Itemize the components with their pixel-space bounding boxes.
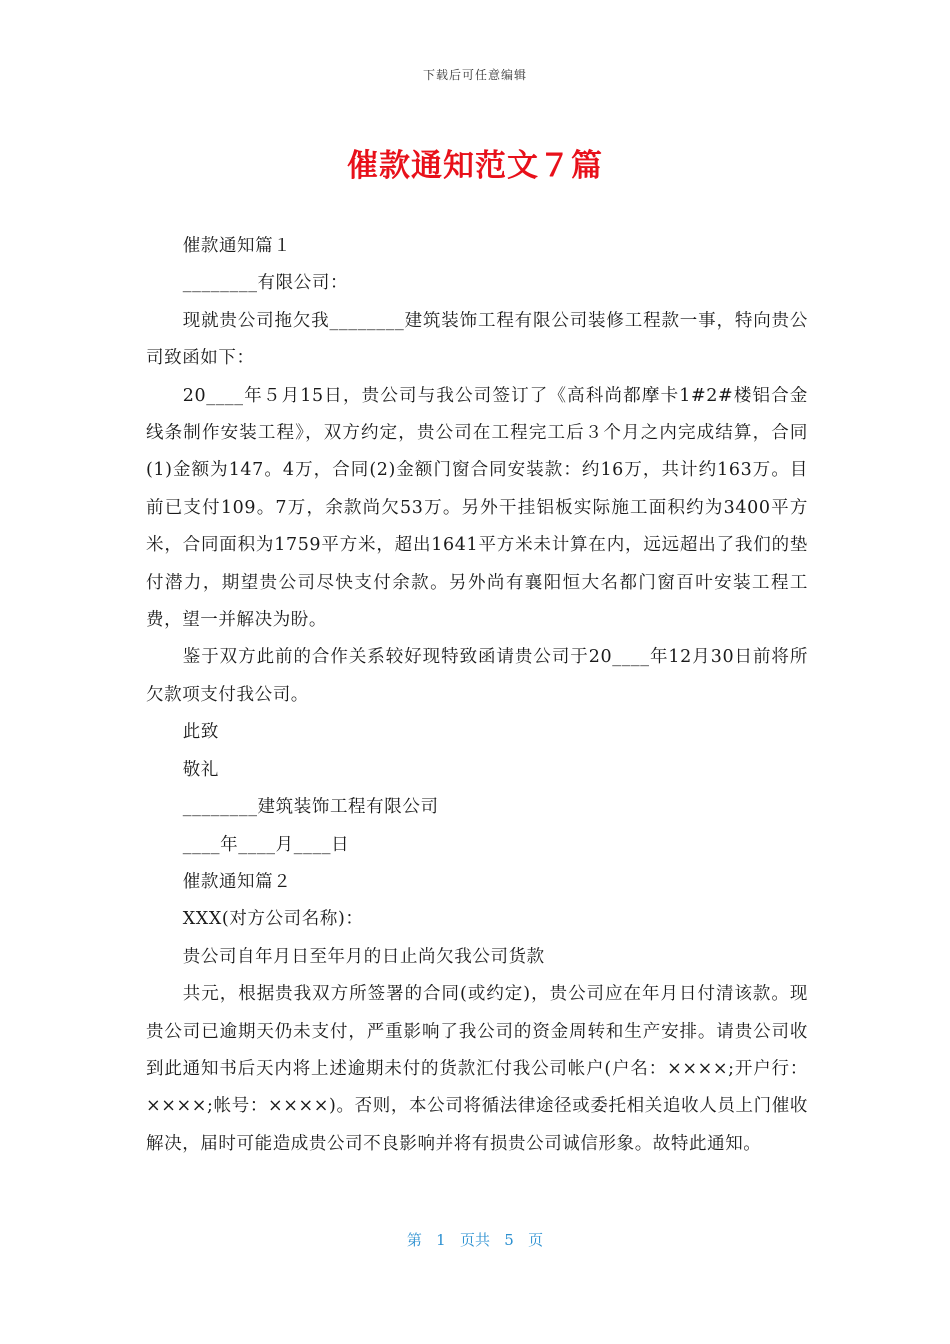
section-heading-2: 催款通知篇２ [182,871,292,892]
closing-line: 此致 [182,722,219,743]
recipient-line-2: XXX(对方公司名称)： [182,909,364,930]
body-paragraph: 20____年５月15日，贵公司与我公司签订了《高科尚都摩卡1#2#楼铝合金线条制作安装工程》，双方约定，贵公司在工程完工后３个月之内完成结算，合同(1)金额为147。4万，合同(2)金额门窗合同安装款：约16万，共计约163万。目前已支付109。7万，余款尚欠53万。另外干挂铝板实际施工面积约为3400平方米，合同面积为1759平方米，超出1641平方米未计算在内，远远超出了我们的垫付潜力，期望贵公司尽快支付余款。另外尚有襄阳恒大名都门窗百叶安装工程工费，望一并解决为盼。 [146,385,808,631]
header-note: 下载后可任意编辑 [422,68,527,82]
body-paragraph: 共元，根据贵我双方所签署的合同(或约定)，贵公司应在年月日付清该款。现贵公司已逾期天仍未支付，严重影响了我公司的资金周转和生产安排。请贵公司收到此通知书后天内将上述逾期未付的货款汇付我公司帐户(户名：××××;开户行：××××;帐号：××××)。否则，本公司将循法律途径或委托相关追收人员上门催收解决，届时可能造成贵公司不良影响并将有损贵公司诚信形象。故特此通知。 [146,984,808,1154]
closing-salute: 敬礼 [182,759,219,780]
body-paragraph: 鉴于双方此前的合作关系较好现特致函请贵公司于20____年12月30日前将所欠款项支付我公司。 [146,647,808,705]
body-paragraph: 贵公司自年月日至年月的日止尚欠我公司货款 [182,946,545,967]
body-paragraph: 现就贵公司拖欠我________建筑装饰工程有限公司装修工程款一事，特向贵公司致函如下： [146,310,808,369]
page-footer: 第 1 页共 5 页 [406,1231,544,1249]
section-heading-1: 催款通知篇１ [182,236,292,256]
signature-company: ________建筑装饰工程有限公司 [182,797,439,818]
recipient-line-1: ________有限公司： [182,273,349,294]
document-body [146,228,808,1163]
signature-date: ____年____月____日 [182,834,350,855]
document-title: 催款通知范文７篇 [347,148,603,184]
